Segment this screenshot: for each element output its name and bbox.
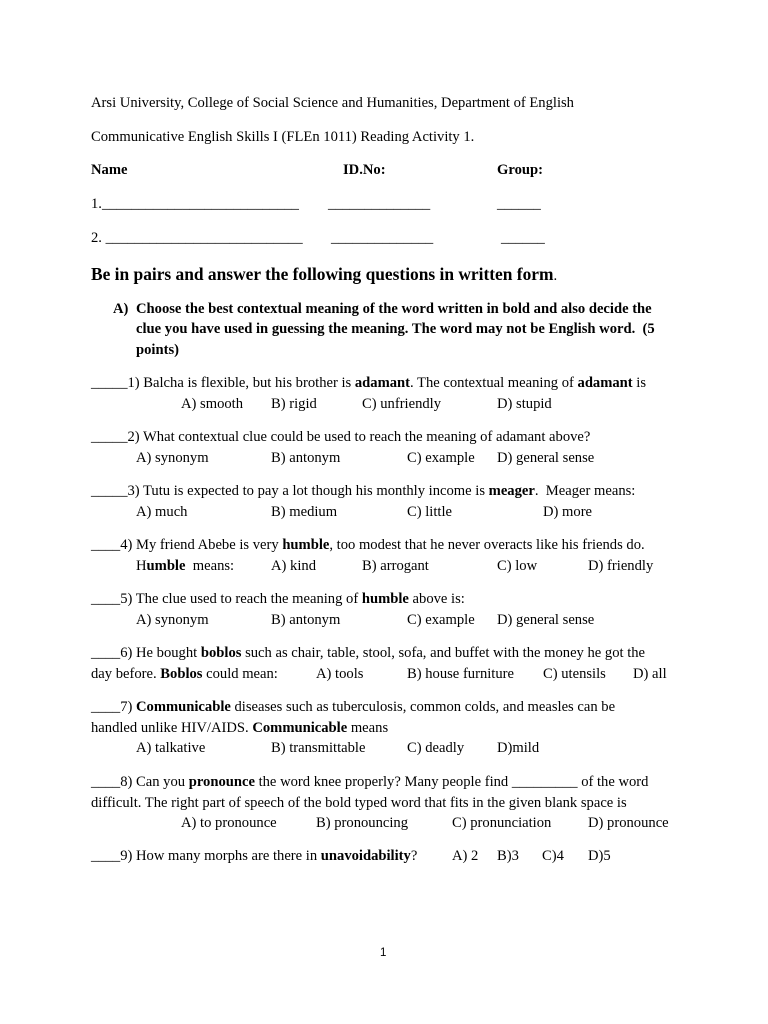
- section-a-line1: Choose the best contextual meaning of the word written in bold and also decide the: [136, 301, 652, 317]
- row1-name-blank: 1.___________________________: [91, 196, 299, 212]
- q5-option-b: B) antonym: [271, 612, 341, 628]
- q7-option-a: A) talkative: [136, 740, 206, 756]
- q3-option-b: B) medium: [271, 504, 338, 520]
- q7-option-d: D)mild: [497, 740, 540, 756]
- row2-name-blank: 2. ___________________________: [91, 230, 303, 246]
- q5-option-c: C) example: [407, 612, 475, 628]
- row2-group-blank: ______: [501, 230, 545, 246]
- id-label: ID.No:: [343, 162, 386, 178]
- q7-option-b: B) transmittable: [271, 740, 366, 756]
- q6-line2: day before. Boblos could mean:: [91, 666, 278, 682]
- course-line: Communicative English Skills I (FLEn 1011) Reading Activity 1.: [91, 129, 475, 145]
- row1-id-blank: ______________: [328, 196, 431, 212]
- q9-option-b: B)3: [497, 848, 519, 864]
- q9-option-c: C)4: [542, 848, 564, 864]
- q3-text: _____3) Tutu is expected to pay a lot though his monthly income is meager. Meager means:: [91, 483, 636, 499]
- page-number: 1: [380, 947, 387, 959]
- q2-text: _____2) What contextual clue could be used to reach the meaning of adamant above?: [91, 429, 591, 445]
- q2-option-c: C) example: [407, 450, 475, 466]
- q4-option-a: A) kind: [271, 558, 316, 574]
- q5-option-a: A) synonym: [136, 612, 209, 628]
- group-label: Group:: [497, 162, 543, 178]
- q1-option-d: D) stupid: [497, 396, 552, 412]
- q8-option-d: D) pronounce: [588, 815, 669, 831]
- q2-option-b: B) antonym: [271, 450, 341, 466]
- q3-option-c: C) little: [407, 504, 452, 520]
- institution-line: Arsi University, College of Social Science and Humanities, Department of English: [91, 95, 574, 111]
- q3-option-a: A) much: [136, 504, 188, 520]
- q4-option-b: B) arrogant: [362, 558, 429, 574]
- section-a-label: A): [113, 301, 129, 317]
- q6-text: ____6) He bought boblos such as chair, table, stool, sofa, and buffet with the money he got the: [91, 645, 646, 661]
- q5-option-d: D) general sense: [497, 612, 595, 628]
- q4-text: ____4) My friend Abebe is very humble, too modest that he never overacts like his friends do.: [91, 537, 645, 553]
- name-label: Name: [91, 162, 128, 178]
- q1-option-a: A) smooth: [181, 396, 244, 412]
- q8-option-b: B) pronouncing: [316, 815, 409, 831]
- q9-option-d: D)5: [588, 848, 611, 864]
- q4-option-d: D) friendly: [588, 558, 654, 574]
- q6-option-d: D) all: [633, 666, 667, 682]
- q2-option-d: D) general sense: [497, 450, 595, 466]
- q4-line2: Humble means:: [136, 558, 235, 574]
- q1-option-b: B) rigid: [271, 396, 317, 412]
- q8-option-a: A) to pronounce: [181, 815, 277, 831]
- row2-id-blank: ______________: [331, 230, 434, 246]
- q8-line2: difficult. The right part of speech of the bold typed word that fits in the given blank space is: [91, 795, 627, 811]
- q7-line2: handled unlike HIV/AIDS. Communicable means: [91, 720, 389, 736]
- q4-option-c: C) low: [497, 558, 538, 574]
- instruction-heading: Be in pairs and answer the following questions in written form.: [91, 264, 558, 284]
- q6-option-a: A) tools: [316, 666, 364, 682]
- q6-option-c: C) utensils: [543, 666, 606, 682]
- q1-text: _____1) Balcha is flexible, but his brother is adamant. The contextual meaning of adamant is: [91, 375, 647, 391]
- q8-option-c: C) pronunciation: [452, 815, 552, 831]
- q9-text: ____9) How many morphs are there in unavoidability?: [91, 848, 418, 864]
- section-a-line2: clue you have used in guessing the meaning. The word may not be English word. (5: [136, 321, 655, 337]
- q7-option-c: C) deadly: [407, 740, 465, 756]
- q5-text: ____5) The clue used to reach the meaning of humble above is:: [91, 591, 465, 607]
- q1-option-c: C) unfriendly: [362, 396, 442, 412]
- q3-option-d: D) more: [543, 504, 593, 520]
- q8-text: ____8) Can you pronounce the word knee properly? Many people find _________ of the word: [91, 774, 649, 790]
- section-a-line3: points): [136, 342, 179, 358]
- q7-text: ____7) Communicable diseases such as tuberculosis, common colds, and measles can be: [91, 699, 616, 715]
- q9-option-a: A) 2: [452, 848, 479, 864]
- q2-option-a: A) synonym: [136, 450, 209, 466]
- row1-group-blank: ______: [497, 196, 541, 212]
- q6-option-b: B) house furniture: [407, 666, 514, 682]
